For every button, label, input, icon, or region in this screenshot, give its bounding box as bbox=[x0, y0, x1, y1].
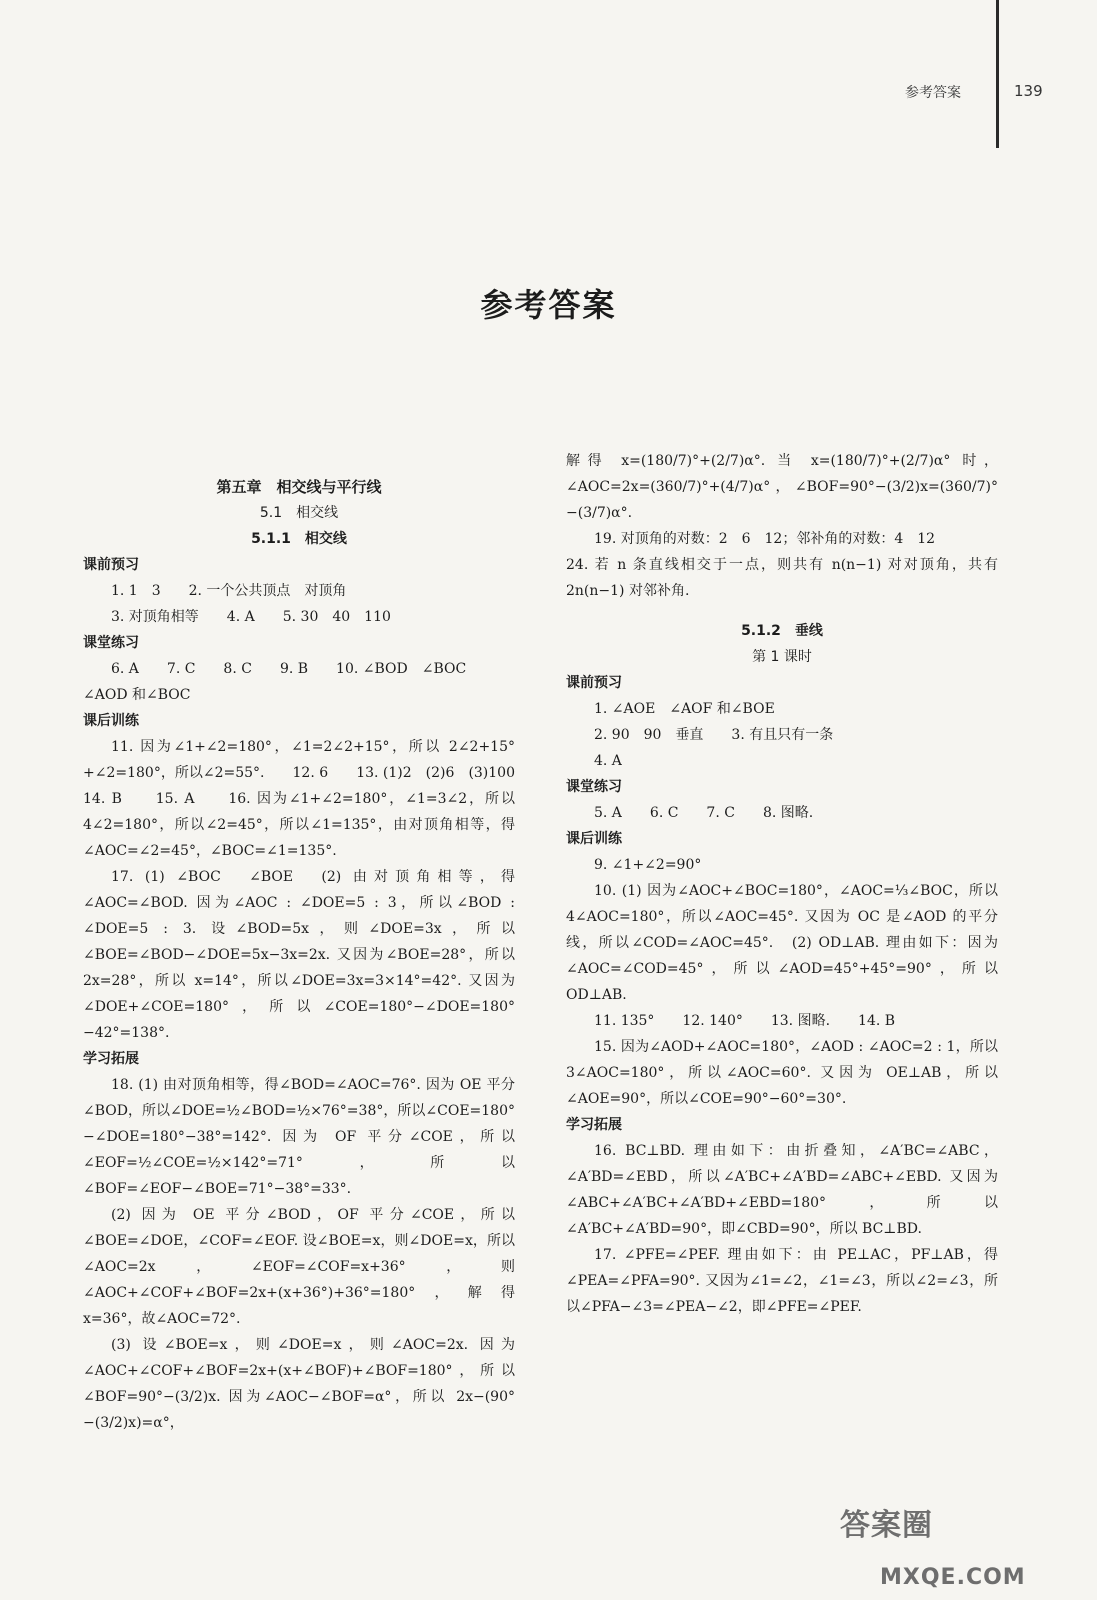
heading-homework: 课后训练 bbox=[83, 713, 139, 729]
heading-classwork: 课堂练习 bbox=[566, 779, 622, 795]
answer-paragraph: (3) 设∠BOE=x，则∠DOE=x，则∠AOC=2x. 因为∠AOC+∠COF+∠BOF=2x+(x+∠BOF)+∠BOF=180°，所以∠BOF=90°−(3/2)x. 因为∠AOC−∠BOF=α°，所以 2x−(90°−(3/2)x)=α°， bbox=[83, 1337, 515, 1431]
heading-preview: 课前预习 bbox=[566, 675, 622, 691]
answer-line: 9. ∠1+∠2=90° bbox=[594, 857, 702, 873]
chapter-heading: 第五章 相交线与平行线 bbox=[216, 478, 382, 496]
answer-paragraph: 24. 若 n 条直线相交于一点，则共有 n(n−1) 对对顶角，共有 2n(n−1) 对邻补角. bbox=[566, 557, 998, 599]
answer-line: 2. 90 90 垂直 3. 有且只有一条 bbox=[594, 727, 834, 743]
section-heading: 5.1.2 垂线 bbox=[741, 623, 823, 639]
answer-line: 1. ∠AOE ∠AOF 和∠BOE bbox=[594, 701, 775, 717]
answer-paragraph: 10. (1) 因为∠AOC+∠BOC=180°，∠AOC=⅓∠BOC，所以 4∠AOC=180°，所以∠AOC=45°. 又因为 OC 是∠AOD 的平分线，所以∠COD=∠AOC=45°. (2) OD⊥AB. 理由如下：因为∠AOC=∠COD=45°，所以∠AOD=45°+45°=90°，所以 OD⊥AB. bbox=[566, 883, 998, 1003]
lesson-heading: 第 1 课时 bbox=[752, 649, 812, 665]
answer-paragraph: (2) 因为 OE 平分∠BOD，OF 平分∠COE，所以∠BOE=∠DOE，∠COF=∠EOF. 设∠BOE=x，则∠DOE=x，所以∠AOC=2x，∠EOF=∠COF=x+36°，则∠AOC+∠COF+∠BOF=2x+(x+36°)+36°=180°，解得 x=36°，故∠AOC=72°. bbox=[83, 1207, 515, 1327]
watermark-url: MXQE.COM bbox=[880, 1565, 1026, 1590]
answer-line: 3. 对顶角相等 4. A 5. 30 40 110 bbox=[111, 609, 391, 625]
answer-line: ∠AOD 和∠BOC bbox=[83, 687, 191, 703]
answer-line: 6. A 7. C 8. C 9. B 10. ∠BOD ∠BOC bbox=[111, 661, 467, 677]
answer-paragraph: 17. (1) ∠BOC ∠BOE (2) 由对顶角相等，得∠AOC=∠BOD. 因为∠AOC : ∠DOE=5 : 3，所以∠BOD : ∠DOE=5 : 3. 设∠BOD=5x，则∠DOE=3x，所以∠BOE=∠BOD−∠DOE=5x−3x=2x. 又因为∠BOE=28°，所以 2x=28°，所以 x=14°，所以∠DOE=3x=3×14°=42°. 又因为∠DOE+∠COE=180°，所以∠COE=180°−∠DOE=180°−42°=138°. bbox=[83, 869, 515, 1041]
header-divider bbox=[996, 0, 999, 148]
watermark-logo: 答案圈 bbox=[840, 1508, 933, 1543]
section-heading: 5.1 相交线 bbox=[259, 505, 339, 521]
answer-line: 4. A bbox=[594, 753, 622, 769]
heading-homework: 课后训练 bbox=[566, 831, 622, 847]
answer-line: 19. 对顶角的对数：2 6 12；邻补角的对数：4 12 bbox=[594, 531, 936, 547]
page-number: 139 bbox=[1014, 82, 1043, 100]
answer-paragraph: 18. (1) 由对顶角相等，得∠BOD=∠AOC=76°. 因为 OE 平分∠BOD，所以∠DOE=½∠BOD=½×76°=38°，所以∠COE=180°−∠DOE=180°−38°=142°. 因为 OF 平分∠COE，所以∠EOF=½∠COE=½×142°=71°，所以∠BOF=∠EOF−∠BOE=71°−38°=33°. bbox=[83, 1077, 515, 1197]
heading-extension: 学习拓展 bbox=[83, 1051, 139, 1067]
page-title: 参考答案 bbox=[480, 286, 617, 324]
answer-paragraph: 解得 x=(180/7)°+(2/7)α°. 当 x=(180/7)°+(2/7)α° 时，∠AOC=2x=(360/7)°+(4/7)α°，∠BOF=90°−(3/2)x=(360/7)°−(3/7)α°. bbox=[566, 453, 998, 521]
answer-paragraph: 16. BC⊥BD. 理由如下：由折叠知，∠A′BC=∠ABC，∠A′BD=∠EBD，所以∠A′BC+∠A′BD=∠ABC+∠EBD. 又因为∠ABC+∠A′BC+∠A′BD+∠EBD=180°，所以∠A′BC+∠A′BD=90°，即∠CBD=90°，所以 BC⊥BD. bbox=[566, 1143, 998, 1237]
answer-line: 1. 1 3 2. 一个公共顶点 对顶角 bbox=[111, 583, 347, 599]
heading-classwork: 课堂练习 bbox=[83, 635, 139, 651]
heading-preview: 课前预习 bbox=[83, 557, 139, 573]
right-column bbox=[566, 448, 998, 1320]
answer-paragraph: 11. 因为∠1+∠2=180°，∠1=2∠2+15°，所以 2∠2+15°+∠2=180°，所以∠2=55°. 12. 6 13. (1)2 (2)6 (3)100 14. B 15. A 16. 因为∠1+∠2=180°，∠1=3∠2，所以 4∠2=180°，所以∠2=45°，所以∠1=135°，由对顶角相等，得∠AOC=∠2=45°，∠BOC=∠1=135°. bbox=[83, 739, 543, 859]
left-column bbox=[83, 448, 543, 1436]
running-header: 参考答案 bbox=[905, 85, 961, 101]
subsection-heading: 5.1.1 相交线 bbox=[251, 531, 347, 547]
heading-extension: 学习拓展 bbox=[566, 1117, 622, 1133]
answer-paragraph: 15. 因为∠AOD+∠AOC=180°，∠AOD : ∠AOC=2 : 1，所以 3∠AOC=180°，所以∠AOC=60°. 又因为 OE⊥AB，所以∠AOE=90°，所以∠COE=90°−60°=30°. bbox=[566, 1039, 998, 1107]
answer-line: 11. 135° 12. 140° 13. 图略. 14. B bbox=[594, 1013, 896, 1029]
answer-paragraph: 17. ∠PFE=∠PEF. 理由如下：由 PE⊥AC，PF⊥AB，得∠PEA=∠PFA=90°. 又因为∠1=∠2，∠1=∠3，所以∠2=∠3，所以∠PFA−∠3=∠PEA−∠2，即∠PFE=∠PEF. bbox=[566, 1247, 998, 1315]
answer-line: 5. A 6. C 7. C 8. 图略. bbox=[594, 805, 814, 821]
